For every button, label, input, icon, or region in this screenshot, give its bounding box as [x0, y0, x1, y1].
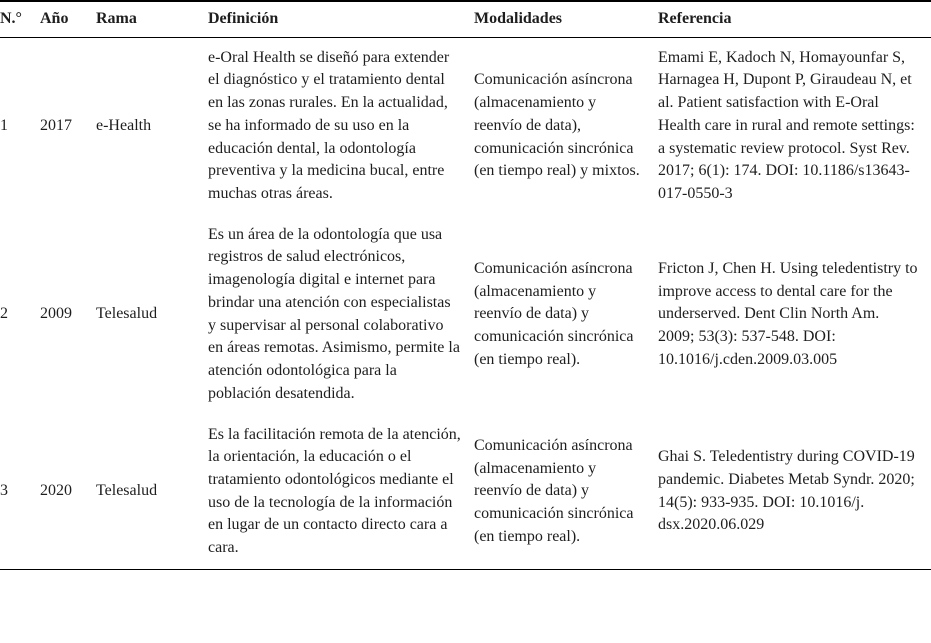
- cell-rama: Telesalud: [96, 482, 158, 500]
- cell-num: 2: [0, 305, 8, 323]
- table-row: [0, 215, 931, 415]
- col-header-num: N.°: [0, 1, 40, 37]
- cell-referencia: Fricton J, Chen H. Using teledentistry to improve access to dental care for the underserved. Dent Clin North Am. 2009; 53(3): 537-548. DOI: 10.1016/j.cden.2009.03.005: [658, 259, 918, 368]
- cell-num: 1: [0, 116, 8, 134]
- cell-year: 2017: [40, 116, 72, 134]
- cell-rama: Telesalud: [96, 305, 158, 323]
- cell-definicion: Es un área de la odontología que usa registros de salud electrónicos, imagenología digital e internet para brindar una atención con especialistas y supervisar al personal colaborativo en áreas remotas. Asimismo, permite la atención odontológica para la población desatendida.: [208, 225, 460, 402]
- table-row: [0, 415, 931, 570]
- col-header-rama: Rama: [96, 1, 208, 37]
- col-header-year: Año: [40, 1, 96, 37]
- cell-referencia: Emami E, Kadoch N, Homayounfar S, Harnagea H, Dupont P, Giraudeau N, et al. Patient satisfaction with E-Oral Health care in rural and remote settings: a systematic review protocol. Syst Rev. 2017; 6(1): 174. DOI: 10.1186/s13643-017-0550-3: [658, 48, 915, 203]
- cell-year: 2009: [40, 305, 72, 323]
- cell-definicion: Es la facilitación remota de la atención, la orientación, la educación o el tratamiento odontológicos mediante el uso de la tecnología de la información en lugar de un contacto directo cara a cara.: [208, 425, 461, 557]
- cell-year: 2020: [40, 482, 72, 500]
- col-header-definicion: Definición: [208, 1, 474, 37]
- table-header-row: [0, 1, 931, 37]
- cell-modalidades: Comunicación asíncrona (almacenamiento y reenvío de data) y comunicación sincrónica (en tiempo real).: [474, 259, 634, 368]
- cell-definicion: e-Oral Health se diseñó para extender el diagnóstico y el tratamiento dental en las zonas rurales. En la actualidad, se ha informado de su uso en la educación dental, la odontología preventiva y la medicina bucal, entre muchas otras áreas.: [208, 48, 450, 203]
- col-header-modalidades: Modalidades: [474, 1, 658, 37]
- cell-modalidades: Comunicación asíncrona (almacenamiento y reenvío de data) y comunicación sincrónica (en tiempo real).: [474, 436, 634, 545]
- cell-num: 3: [0, 482, 8, 500]
- col-header-referencia: Referencia: [658, 1, 931, 37]
- cell-rama: e-Health: [96, 116, 152, 134]
- cell-referencia: Ghai S. Teledentistry during COVID-19 pandemic. Diabetes Metab Syndr. 2020; 14(5): 933-935. DOI: 10.1016/j. dsx.2020.06.029: [658, 448, 915, 534]
- table-row: [0, 37, 931, 215]
- cell-modalidades: Comunicación asíncrona (almacenamiento y reenvío de data), comunicación sincrónica (en tiempo real) y mixtos.: [474, 71, 640, 180]
